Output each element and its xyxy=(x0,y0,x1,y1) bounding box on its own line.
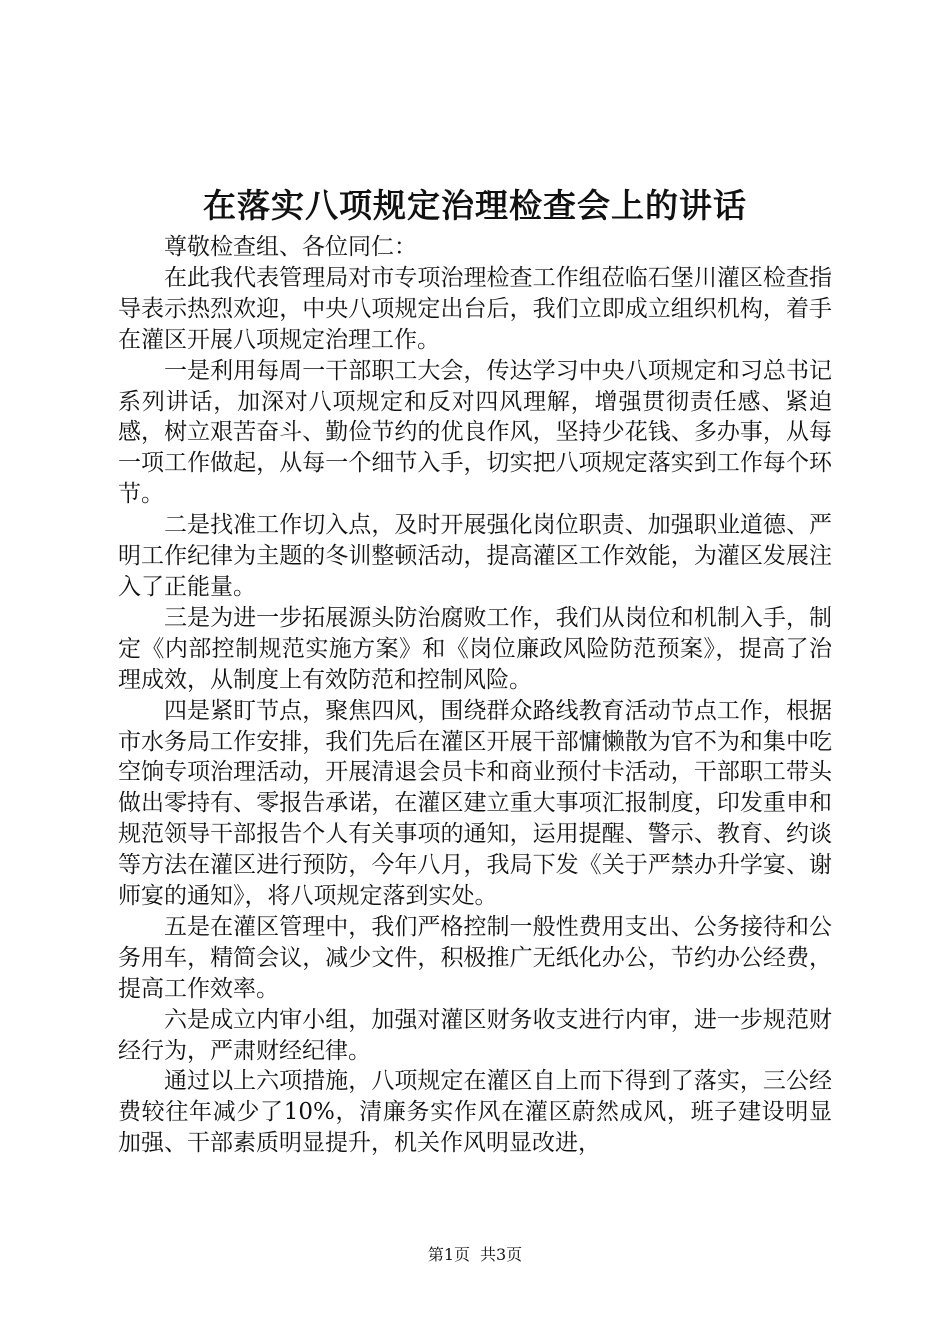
paragraph-measure-1: 一是利用每周一干部职工大会，传达学习中央八项规定和习总书记系列讲话，加深对八项规定和反对四风理解，增强贯彻责任感、紧迫感，树立艰苦奋斗、勤俭节约的优良作风，坚持少花钱、多办事，从每一项工作做起，从每一个细节入手，切实把八项规定落实到工作每个环节。 xyxy=(118,357,832,508)
salutation: 尊敬检查组、各位同仁： xyxy=(164,234,417,260)
page-footer xyxy=(0,1244,950,1266)
paragraph-measure-5: 五是在灌区管理中，我们严格控制一般性费用支出、公务接待和公务用车，精简会议，减少文件，积极推广无纸化办公，节约办公经费，提高工作效率。 xyxy=(118,913,832,1002)
paragraph-measure-3: 三是为进一步拓展源头防治腐败工作，我们从岗位和机制入手，制定《内部控制规范实施方案》和《岗位廉政风险防范预案》，提高了治理成效，从制度上有效防范和控制风险。 xyxy=(118,604,832,693)
page-total: 共3页 xyxy=(480,1245,523,1264)
paragraph-intro: 在此我代表管理局对市专项治理检查工作组莅临石堡川灌区检查指导表示热烈欢迎，中央八项规定出台后，我们立即成立组织机构，着手在灌区开展八项规定治理工作。 xyxy=(118,264,832,353)
page-number: 第1页 xyxy=(427,1245,470,1264)
paragraph-measure-4: 四是紧盯节点，聚焦四风，围绕群众路线教育活动节点工作，根据市水务局工作安排，我们先后在灌区开展干部慵懒散为官不为和集中吃空饷专项治理活动，开展清退会员卡和商业预付卡活动，干部职工带头做出零持有、零报告承诺，在灌区建立重大事项汇报制度，印发重申和规范领导干部报告个人有关事项的通知，运用提醒、警示、教育、约谈等方法在灌区进行预防，今年八月，我局下发《关于严禁办升学宴、谢师宴的通知》，将八项规定落到实处。 xyxy=(118,697,832,910)
paragraph-measure-2: 二是找准工作切入点，及时开展强化岗位职责、加强职业道德、严明工作纪律为主题的冬训整顿活动，提高灌区工作效能，为灌区发展注入了正能量。 xyxy=(118,512,832,600)
page-title: 在落实八项规定治理检查会上的讲话 xyxy=(203,186,747,225)
paragraph-measure-6: 六是成立内审小组，加强对灌区财务收支进行内审，进一步规范财经行为，严肃财经纪律。 xyxy=(118,1006,832,1064)
document-body xyxy=(118,232,832,1159)
paragraph-summary: 通过以上六项措施，八项规定在灌区自上而下得到了落实，三公经费较往年减少了10%，清廉务实作风在灌区蔚然成风，班子建设明显加强、干部素质明显提升，机关作风明显改进， xyxy=(118,1068,832,1157)
